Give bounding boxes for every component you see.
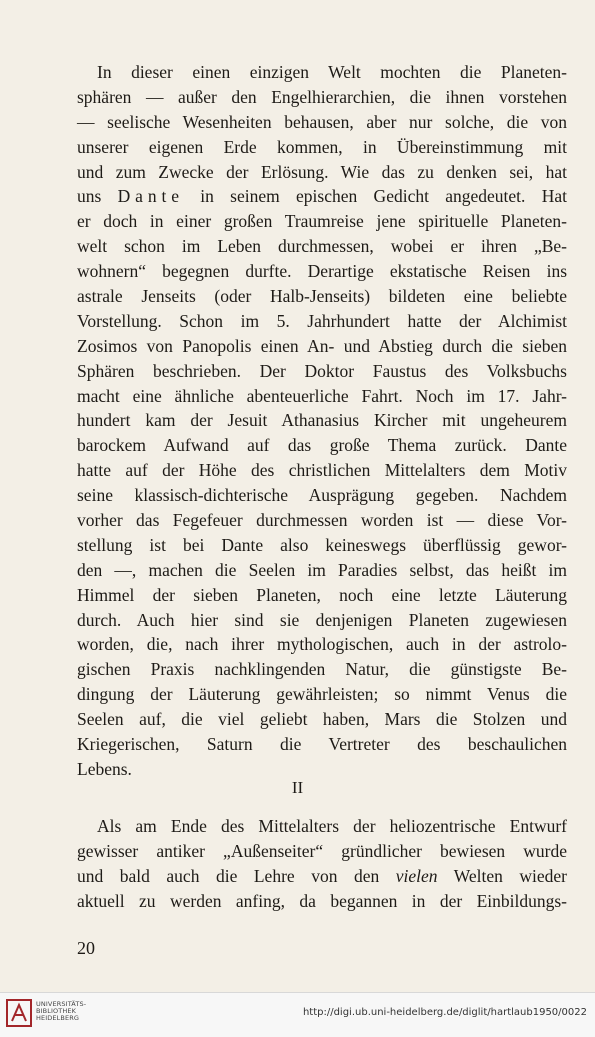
text-line: In dieser einen einzigen Welt mochten die Planeten- [97, 62, 567, 82]
text-line: und zum Zwecke der Erlösung. Wie das zu denken sei, hat [77, 161, 567, 182]
body-text-section-2 [77, 814, 567, 914]
text-line: welt schon im Leben durchmessen, wobei er ihren „Be- [77, 236, 567, 257]
text-line: gewisser antiker „Außenseiter“ gründlicher bewiesen wurde [77, 840, 567, 861]
text-line: macht eine ähnliche abenteuerliche Fahrt. Noch im 17. Jahr- [77, 385, 567, 406]
text-line: Himmel der sieben Planeten, noch eine letzte Läuterung [77, 584, 567, 605]
text-line-emphasis [77, 864, 567, 889]
section-heading: II [291, 778, 304, 797]
text-line: sphären — außer den Engelhierarchien, die ihnen vorstehen [77, 86, 567, 107]
text-line: vorher das Fegefeuer durchmessen worden ist — diese Vor- [77, 510, 567, 531]
source-url: http://digi.ub.uni-heidelberg.de/diglit/hartlaub1950/0022 [302, 1007, 587, 1018]
text-line: — seelische Wesenheiten behausen, aber nur solche, die von [77, 111, 567, 132]
library-name-line: HEIDELBERG [36, 1014, 80, 1023]
text-line: Als am Ende des Mittelalters der heliozentrische Entwurf [97, 816, 567, 836]
text-line: Kriegerischen, Saturn die Vertreter des beschaulichen [77, 734, 567, 755]
text-line: Zosimos von Panopolis einen An- und Abstieg durch die sieben [77, 335, 567, 356]
text-line: worden, die, nach ihrer mythologischen, auch in der astrolo- [77, 634, 567, 655]
text-line: wohnern“ begegnen durfte. Derartige ekstatische Reisen ins [77, 261, 567, 282]
text-line: Seelen auf, die viel geliebt haben, Mars die Stolzen und [77, 709, 567, 730]
footer-bar [0, 992, 595, 1037]
body-text-section-1 [77, 60, 567, 782]
text-line: Vorstellung. Schon im 5. Jahrhundert hatte der Alchimist [77, 310, 567, 331]
library-name-line: BIBLIOTHEK [36, 1007, 77, 1016]
text-line: seine klassisch-dichterische Ausprägung gegeben. Nachdem [77, 485, 567, 506]
text-line: er doch in einer großen Traumreise jene spirituelle Planeten- [77, 211, 567, 232]
text-line: astrale Jenseits (oder Halb-Jenseits) bildeten eine beliebte [77, 286, 567, 307]
text-fragment: und bald auch die Lehre von den [77, 865, 396, 886]
text-fragment: in seinem epischen Gedicht angedeutet. Hat [183, 186, 567, 207]
library-name [36, 1001, 86, 1023]
text-line: stellung ist bei Dante also keineswegs überflüssig gewor- [77, 534, 567, 555]
text-line: Sphären beschrieben. Der Doktor Faustus des Volksbuchs [77, 360, 567, 381]
text-line: Lebens. [77, 758, 132, 779]
text-line: aktuell zu werden anfing, da begannen in der Einbildungs- [77, 890, 567, 911]
library-name-line: UNIVERSITÄTS- [36, 1000, 87, 1008]
text-line: unserer eigenen Erde kommen, in Übereinstimmung mit [77, 136, 567, 157]
spaced-name-dante: Dante [117, 186, 184, 207]
page-number: 20 [77, 938, 95, 958]
text-line: dingung der Läuterung gewährleisten; so nimmt Venus die [77, 684, 567, 705]
text-line: hatte auf der Höhe des christlichen Mittelalters dem Motiv [77, 460, 567, 481]
text-line: hundert kam der Jesuit Athanasius Kircher mit ungeheurem [77, 410, 567, 431]
text-line: durch. Auch hier sind sie denjenigen Planeten zugewiesen [77, 609, 567, 630]
emphasis-vielen: vielen [395, 865, 438, 886]
text-line: gischen Praxis nachklingenden Natur, die günstigste Be- [77, 659, 567, 680]
text-line: barockem Aufwand auf das große Thema zurück. Dante [77, 435, 567, 456]
library-logo-icon [6, 999, 32, 1027]
text-fragment: uns [77, 186, 118, 207]
text-line-dante [77, 184, 567, 209]
text-fragment: Welten wieder [437, 865, 567, 886]
text-line: den —, machen die Seelen im Paradies selbst, das heißt im [77, 559, 567, 580]
